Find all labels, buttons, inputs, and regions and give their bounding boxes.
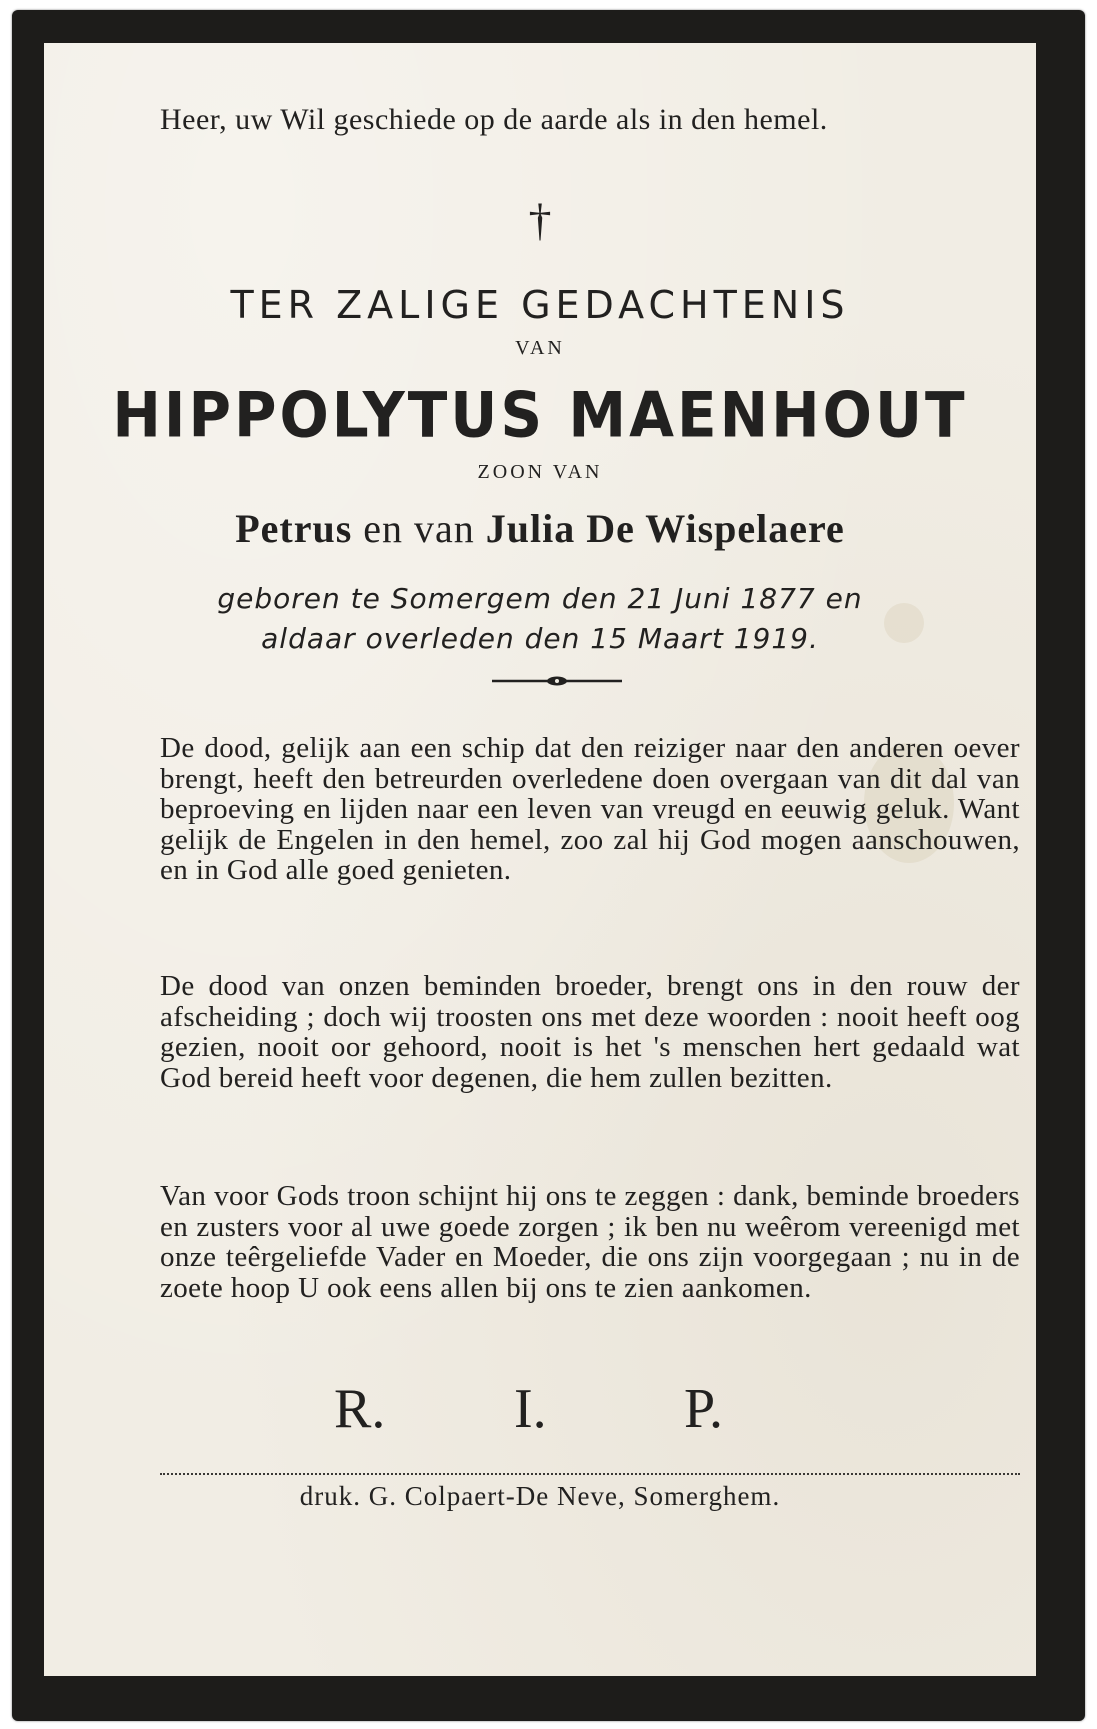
rip-line: [44, 1379, 1036, 1439]
dotted-rule: [160, 1473, 1020, 1475]
parents-connector: en van: [352, 506, 486, 551]
cross-icon: †: [528, 194, 552, 245]
card-paper: [44, 43, 1036, 1676]
printer-credit: druk. G. Colpaert-De Neve, Somerghem.: [299, 1481, 781, 1511]
ornamental-divider: [492, 675, 622, 687]
life-dates: [44, 579, 1036, 659]
dedication-heading: TER ZALIGE GEDACHTENIS: [230, 283, 850, 327]
deceased-name: HIPPOLYTUS MAENHOUT: [112, 378, 968, 452]
rip-letter-r: R.: [334, 1378, 386, 1440]
rip-letter-i: I.: [514, 1378, 547, 1440]
motto-text: Heer, uw Wil geschiede op de aarde als in den hemel.: [160, 103, 828, 136]
paragraph-2: De dood van onzen beminden broeder, brengt ons in den rouw der afscheiding ; doch wij troosten ons met deze woorden : nooit heeft oog gezien, nooit oor gehoord, nooit is het 's menschen hert gedaald wat God bereid heeft voor degenen, die hem zullen bezitten.: [160, 970, 1020, 1094]
birth-line: geboren te Somergem den 21 Juni 1877 en: [217, 582, 863, 615]
parents-line: [44, 505, 1036, 552]
paragraph-3: Van voor Gods troon schijnt hij ons te zeggen : dank, beminde broeders en zusters voor al uwe goede zorgen ; ik ben nu weêrom vereenigd met onze teêrgeliefde Vader en Moeder, die ons zijn voorgegaan ; nu in de zoete hoop U ook eens allen bij ons te zien aankomen.: [160, 1180, 1020, 1304]
rip-letter-p: P.: [684, 1378, 723, 1440]
mother-name: Julia De Wispelaere: [485, 506, 845, 551]
son-of-label: ZOON VAN: [477, 461, 603, 483]
death-line: aldaar overleden den 15 Maart 1919.: [261, 622, 819, 655]
van-label: VAN: [515, 337, 565, 359]
memorial-card: [12, 10, 1085, 1721]
paragraph-1: De dood, gelijk aan een schip dat den reiziger naar den anderen oever brengt, heeft den betreurden overledene doen overgaan van dit dal van beproeving en lijden naar een leven van vreugd en eeuwig geluk. Want gelijk de Engelen in den hemel, zoo zal hij God mogen aanschouwen, en in God alle goed genieten.: [160, 732, 1020, 886]
father-name: Petrus: [235, 506, 353, 551]
